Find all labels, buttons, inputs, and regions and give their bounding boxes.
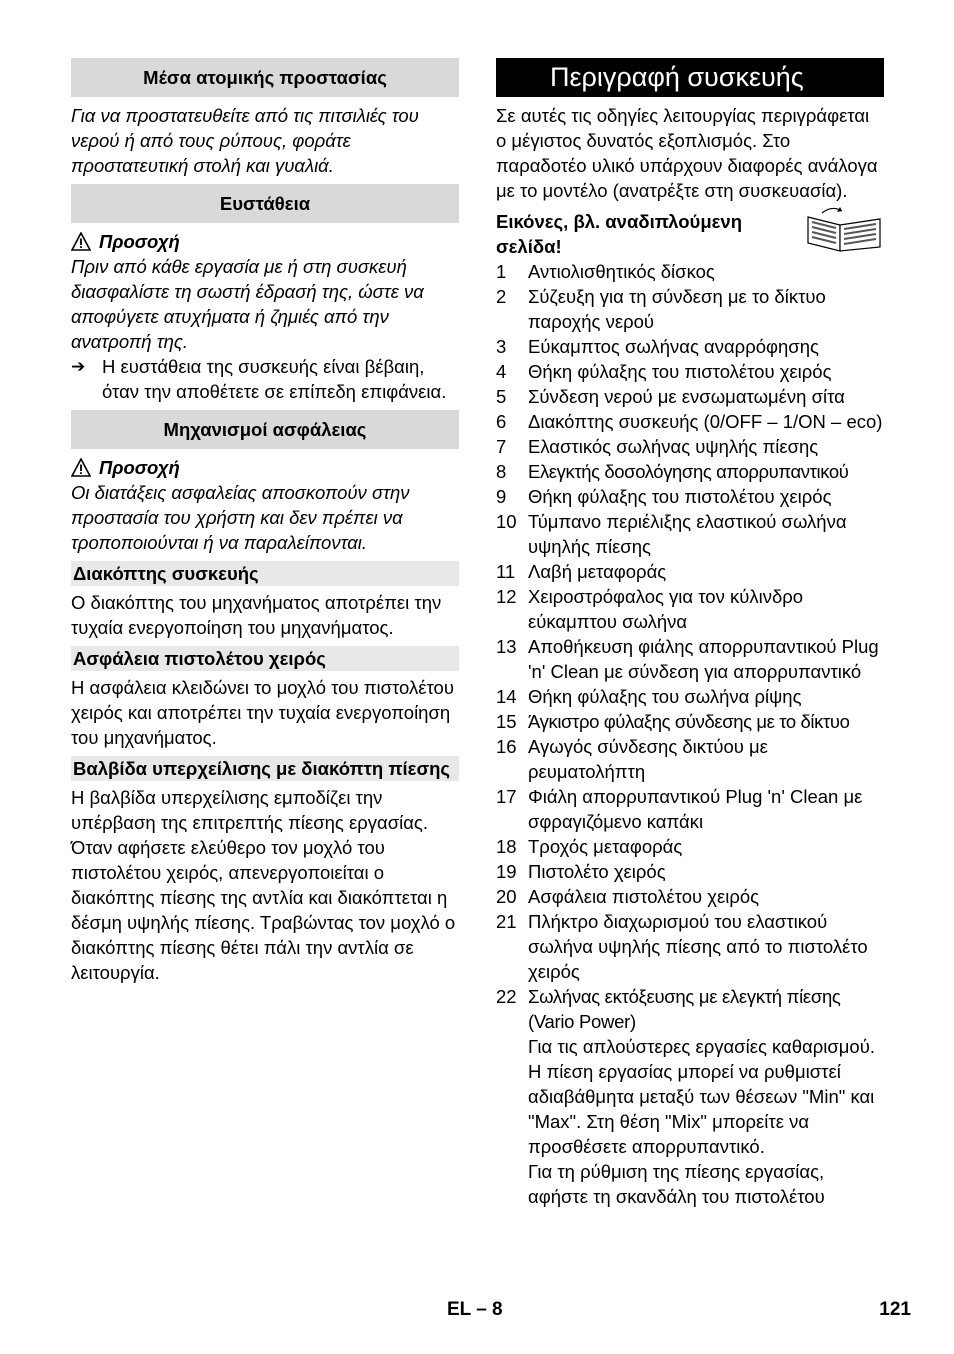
safety-warning <box>71 455 459 480</box>
list-item: 14 Θήκη φύλαξης του σωλήνα ρίψης <box>496 686 802 707</box>
valve-text-2: Όταν αφήσετε ελεύθερο τον μοχλό του πιστολέτου χειρός, απενεργοποιείται ο διακόπτης πίεσης της αντλία και διακόπτεται η δέσμη υψηλής πίεσης. Τραβώντας τον μοχλό ο διακόπτης πίεσης θέτει πάλι την αντλία σε λειτουργία. <box>71 837 456 983</box>
item22-extra-1: Για τις απλούστερες εργασίες καθαρισμού. Η πίεση εργασίας μπορεί να ρυθμιστεί αδιαβάθμητα μεταξύ των θέσεων "Min" και "Max". Στη θέση "Mix" μπορείτε να προσθέσετε απορρυπαντικό. <box>528 1036 875 1157</box>
figures-label: Εικόνες, βλ. αναδιπλούμενη σελίδα! <box>496 211 743 257</box>
list-item: 1 Αντιολισθητικός δίσκος <box>496 261 715 282</box>
stability-bullet-text: Η ευστάθεια της συσκευής είναι βέβαιη, όταν την αποθέτετε σε επίπεδη επιφάνεια. <box>102 356 447 402</box>
warning-triangle-icon <box>71 232 91 251</box>
footer-section: EL – 8 <box>447 1299 503 1320</box>
right-arrow-icon: ➔ <box>71 357 86 376</box>
list-item: 4 Θήκη φύλαξης του πιστολέτου χειρός <box>496 361 832 382</box>
switch-text: Ο διακόπτης του μηχανήματος αποτρέπει την τυχαία ενεργοποίηση του μηχανήματος. <box>71 592 442 638</box>
intro-text: Σε αυτές τις οδηγίες λειτουργίας περιγράφεται ο μέγιστος δυνατός εξοπλισμός. Στο παραδοτέο υλικό υπάρχουν διαφορές ανάλογα με το μοντέλο (ανατρέξτε στη συσκευασία). <box>496 105 878 201</box>
list-item: 6 Διακόπτης συσκευής (0/OFF – 1/ON – eco) <box>496 411 883 432</box>
page-title: Περιγραφή συσκευής <box>496 58 884 97</box>
safety-heading: Μηχανισμοί ασφάλειας <box>71 410 459 449</box>
figures-note <box>496 209 884 259</box>
list-item: 17 Φιάλη απορρυπαντικού Plug 'n' Clean με σφραγιζόμενο καπάκι <box>496 786 863 832</box>
list-item: 20 Ασφάλεια πιστολέτου χειρός <box>496 886 760 907</box>
list-item: 7 Ελαστικός σωλήνας υψηλής πίεσης <box>496 436 819 457</box>
valve-text-1: Η βαλβίδα υπερχείλισης εμποδίζει την υπέρβαση της επιτρεπτής πίεσης εργασίας. <box>71 787 428 833</box>
list-item: 5 Σύνδεση νερού με ενσωματωμένη σίτα <box>496 386 845 407</box>
foldout-book-icon <box>802 205 884 255</box>
stability-heading: Ευστάθεια <box>71 184 459 223</box>
list-item: 19 Πιστολέτο χειρός <box>496 861 666 882</box>
list-item: 18 Τροχός μεταφοράς <box>496 836 683 857</box>
warning-label: Προσοχή <box>99 231 180 252</box>
left-column <box>71 58 459 985</box>
warning-triangle-icon <box>71 458 91 477</box>
list-item: 8 Ελεγκτής δοσολόγησης απορρυπαντικού <box>496 461 849 482</box>
switch-heading: Διακόπτης συσκευής <box>71 561 459 586</box>
ppe-heading: Μέσα ατομικής προστασίας <box>71 58 459 97</box>
list-item: 2 Σύζευξη για τη σύνδεση με το δίκτυο παροχής νερού <box>496 286 826 332</box>
list-item: 11 Λαβή μεταφοράς <box>496 561 667 582</box>
list-item: 16 Αγωγός σύνδεσης δικτύου με ρευματολήπτη <box>496 736 768 782</box>
gun-safety-heading: Ασφάλεια πιστολέτου χειρός <box>71 646 459 671</box>
right-column <box>496 58 884 1209</box>
list-item: 3 Εύκαμπτος σωλήνας αναρρόφησης <box>496 336 819 357</box>
component-list <box>496 259 884 1209</box>
ppe-text: Για να προστατευθείτε από τις πιτσιλιές του νερού ή από τους ρύπους, φοράτε προστατευτική στολή και γυαλιά. <box>71 105 419 176</box>
item22-extra-2: Για τη ρύθμιση της πίεσης εργασίας, αφήστε τη σκανδάλη του πιστολέτου <box>528 1161 825 1207</box>
safety-warning-text: Οι διατάξεις ασφαλείας αποσκοπούν στην προστασία του χρήστη και δεν πρέπει να τροποποιούνται ή να παραλείπονται. <box>71 482 410 553</box>
list-item: 10 Τύμπανο περιέλιξης ελαστικού σωλήνα υψηλής πίεσης <box>496 511 847 557</box>
list-item: 13 Αποθήκευση φιάλης απορρυπαντικού Plug 'n' Clean με σύνδεση για απορρυπαντικό <box>496 636 879 682</box>
gun-safety-text: Η ασφάλεια κλειδώνει το μοχλό του πιστολέτου χειρός και αποτρέπει την τυχαία ενεργοποίηση του μηχανήματος. <box>71 677 454 748</box>
stability-bullet <box>71 354 459 404</box>
warning-label: Προσοχή <box>99 457 180 478</box>
valve-heading: Βαλβίδα υπερχείλισης με διακόπτη πίεσης <box>71 756 459 781</box>
list-item: 9 Θήκη φύλαξης του πιστολέτου χειρός <box>496 486 832 507</box>
stability-warning-text: Πριν από κάθε εργασία με ή στη συσκευή διασφαλίστε τη σωστή έδρασή της, ώστε να αποφύγετε ατυχήματα ή ζημιές από την ανατροπή της. <box>71 256 424 352</box>
list-item: 12 Χειροστρόφαλος για τον κύλινδρο εύκαμπτου σωλήνα <box>496 586 804 632</box>
list-item: 15 Άγκιστρο φύλαξης σύνδεσης με το δίκτυο <box>496 711 850 732</box>
page-number: 121 <box>879 1299 911 1320</box>
list-item: 22 Σωλήνας εκτόξευσης με ελεγκτή πίεσης (Vario Power) Για τις απλούστερες εργασίες καθαρισμού. Η πίεση εργασίας μπορεί να ρυθμιστεί αδιαβάθμητα μεταξύ των θέσεων "Min" και "Max". Στη θέση "Mix" μπορείτε να προσθέσετε απορρυπαντικό. Για τη ρύθμιση της πίεσης εργασίας, αφήστε τη σκανδάλη του πιστολέτου <box>496 986 875 1207</box>
stability-warning <box>71 229 459 254</box>
list-item: 21 Πλήκτρο διαχωρισμού του ελαστικού σωλήνα υψηλής πίεσης από το πιστολέτο χειρός <box>496 911 868 982</box>
